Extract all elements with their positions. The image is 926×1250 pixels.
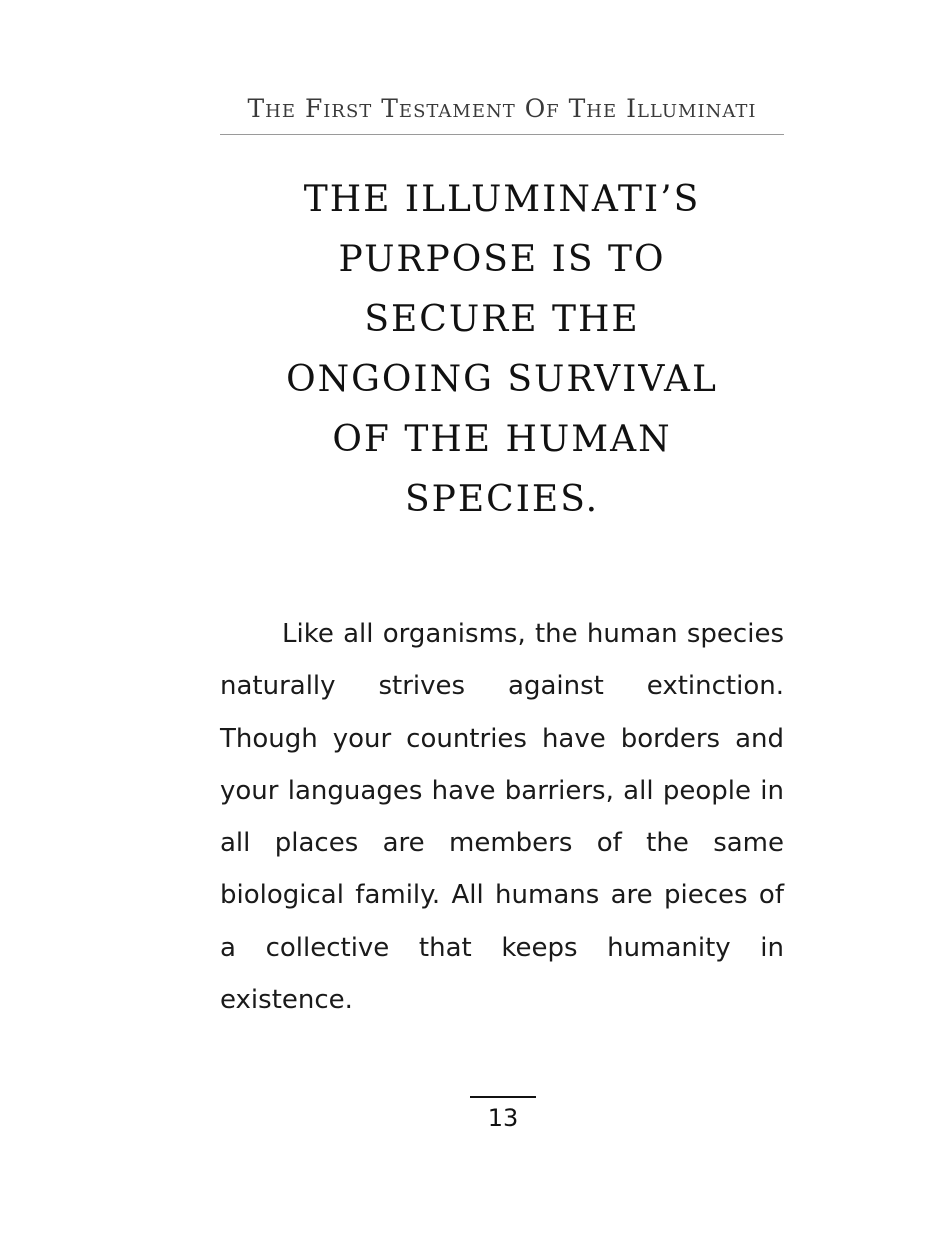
header-rule — [220, 134, 784, 135]
chapter-title-line: PURPOSE IS TO — [338, 239, 666, 280]
page-number-rule — [470, 1096, 536, 1098]
chapter-title-line: ONGOING SURVIVAL — [286, 359, 718, 400]
chapter-title-line: SECURE THE — [364, 299, 640, 340]
chapter-title-line: THE ILLUMINATI’S — [303, 179, 701, 220]
body-paragraph: Like all organisms, the human species naturally strives against extinction. Though your countries have borders and your languages have barriers, all people in all places are members of the same biological family. All humans are pieces of a collective that keeps humanity in existence. — [220, 619, 784, 1016]
chapter-title-line: SPECIES. — [404, 479, 600, 520]
running-header: The First Testament Of The Illuminati — [247, 94, 757, 123]
chapter-title-line: OF THE HUMAN — [332, 419, 672, 460]
page-number: 13 — [487, 1104, 519, 1132]
chapter-title — [230, 170, 774, 530]
